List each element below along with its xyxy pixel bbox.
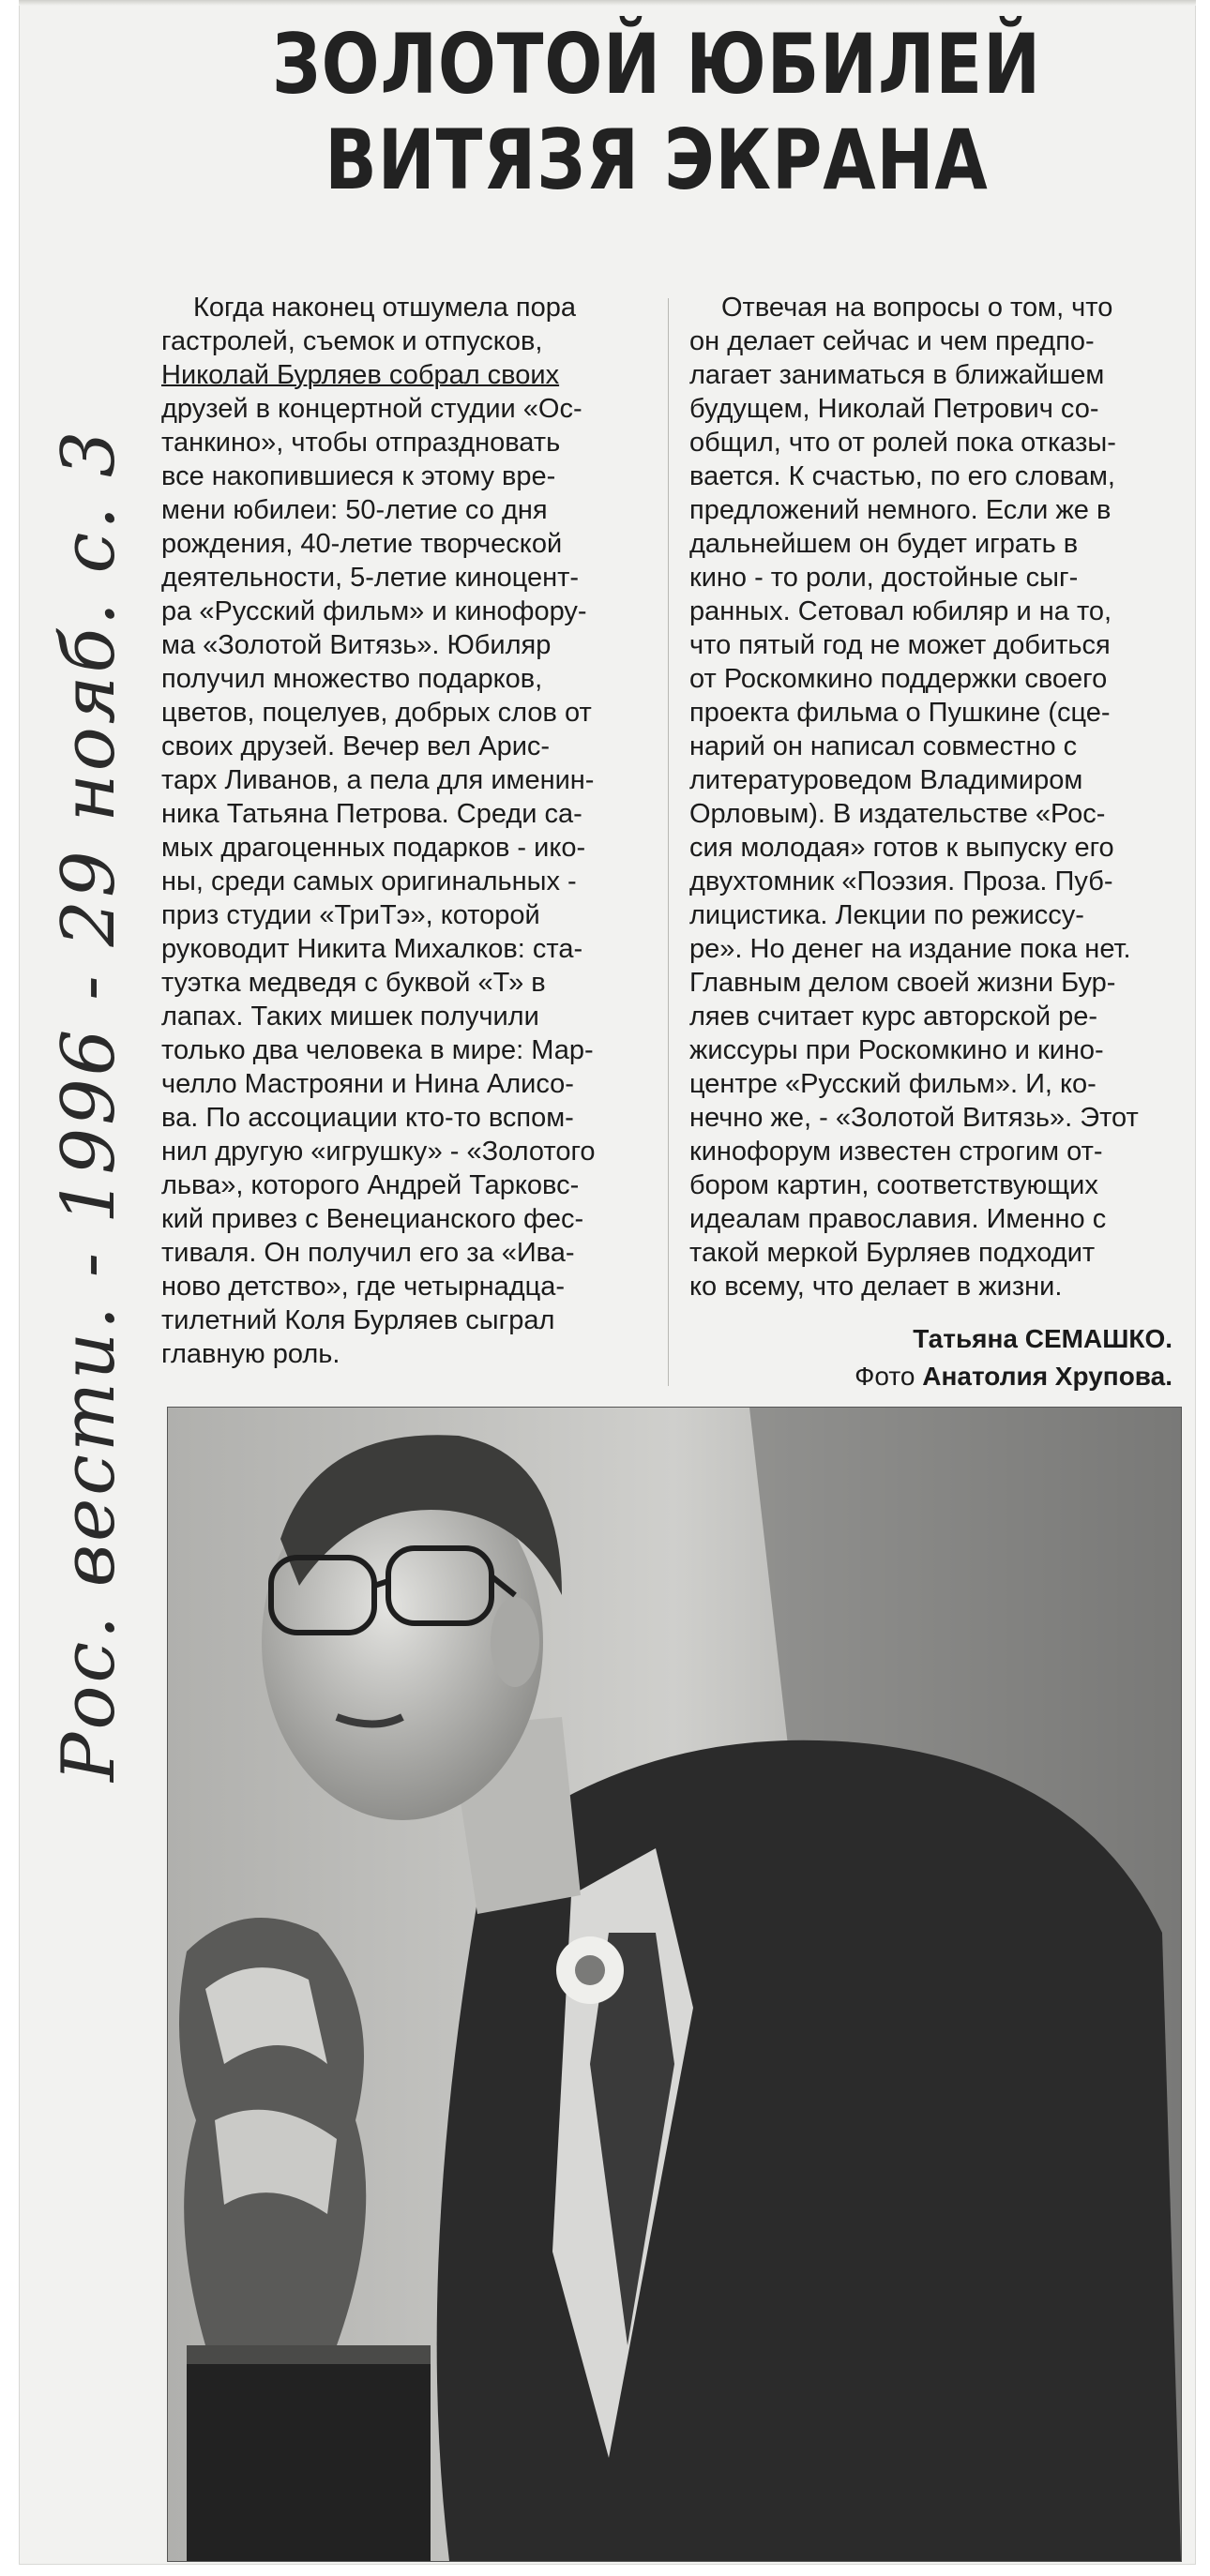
handwritten-source-note: Рос. вести. - 1996 - 29 нояб. с. 3 <box>47 428 131 1782</box>
article-line: лагает заниматься в ближайшем <box>689 360 1105 390</box>
photo-credit-prefix: Фото <box>855 1362 915 1391</box>
article-line: идеалам православия. Именно с <box>689 1204 1107 1234</box>
article-line: кий привез с Венецианского фес- <box>161 1204 584 1234</box>
article-line: танкино», чтобы отпраздновать <box>161 428 561 458</box>
article-line: лапах. Таких мишек получили <box>161 1002 539 1032</box>
article-line: нарий он написал совместно с <box>689 731 1078 761</box>
article-line: общил, что от ролей пока отказы- <box>689 428 1116 458</box>
headline-line-2: ВИТЯЗЯ ЭКРАНА <box>325 112 989 208</box>
article-line: все накопившиеся к этому вре- <box>161 461 556 491</box>
article-line: сия молодая» готов к выпуску его <box>689 833 1114 863</box>
article-line: от Роскомкино поддержки своего <box>689 664 1108 694</box>
headline-line-1: ЗОЛОТОЙ ЮБИЛЕЙ <box>271 16 1041 113</box>
article-line: ранных. Сетовал юбиляр и на то, <box>689 596 1112 626</box>
scan-edge <box>19 0 1196 6</box>
article-line: кинофорум известен строгим от- <box>689 1137 1103 1167</box>
article-line: будущем, Николай Петрович со- <box>689 394 1099 424</box>
article-line: центре «Русский фильм». И, ко- <box>689 1069 1097 1099</box>
article-line: он делает сейчас и чем предпо- <box>689 326 1095 356</box>
photo-credit-name: Анатолия Хрупова. <box>922 1362 1172 1391</box>
article-line: бором картин, соответствующих <box>689 1170 1098 1200</box>
article-line: нил другую «игрушку» - «Золотого <box>161 1137 596 1167</box>
article-line: гастролей, съемок и отпусков, <box>161 326 543 356</box>
article-line: ново детство», где четырнадца- <box>161 1272 566 1302</box>
article-line: мени юбилеи: 50-летие со дня <box>161 495 548 525</box>
article-line: только два человека в мире: Мар- <box>161 1035 594 1065</box>
article-line: тиваля. Он получил его за «Ива- <box>161 1238 575 1268</box>
article-line: деятельности, 5-летие киноцент- <box>161 563 580 593</box>
article-line: Николай Бурляев собрал своих <box>161 360 560 390</box>
article-line: ра «Русский фильм» и кинофору- <box>161 596 587 626</box>
article-line: мых драгоценных подарков - ико- <box>161 833 586 863</box>
article-line: ва. По ассоциации кто-то вспом- <box>161 1103 574 1133</box>
article-column-2 <box>689 291 1177 1303</box>
article-line: ны, среди самых оригинальных - <box>161 866 577 896</box>
article-line: Отвечая на вопросы о том, что <box>721 293 1113 323</box>
article-line: приз студии «ТриТэ», которой <box>161 900 540 930</box>
article-line: туэтка медведя с буквой «Т» в <box>161 968 546 998</box>
article-line: вается. К счастью, по его словам, <box>689 461 1115 491</box>
portrait-photo <box>168 1408 1181 2561</box>
article-line: ляев считает курс авторской ре- <box>689 1002 1098 1032</box>
article-line: цветов, поцелуев, добрых слов от <box>161 698 592 728</box>
article-line: ко всему, что делает в жизни. <box>689 1272 1063 1302</box>
article-line: лицистика. Лекции по режиссу- <box>689 900 1084 930</box>
article-line: что пятый год не может добиться <box>689 630 1111 660</box>
article-line: получил множество подарков, <box>161 664 543 694</box>
lapel-badge <box>556 1936 624 2004</box>
article-line: челло Мастрояни и Нина Алисо- <box>161 1069 574 1099</box>
article-photo <box>167 1407 1182 2562</box>
article-line: руководит Никита Михалков: ста- <box>161 934 583 964</box>
article-line: ма «Золотой Витязь». Юбиляр <box>161 630 552 660</box>
article-column-1 <box>161 291 649 1371</box>
article-line: Когда наконец отшумела пора <box>193 293 577 323</box>
article-line: литературоведом Владимиром <box>689 765 1083 795</box>
headline <box>190 17 1123 208</box>
column-divider <box>668 298 669 1386</box>
article-line: Главным делом своей жизни Бур- <box>689 968 1116 998</box>
article-line: друзей в концертной студии «Ос- <box>161 394 582 424</box>
article-line: тилетний Коля Бурляев сыграл <box>161 1305 555 1335</box>
article-line: Орловым). В издательстве «Рос- <box>689 799 1106 829</box>
article-line: жиссуры при Роскомкино и кино- <box>689 1035 1104 1065</box>
photo-credit <box>610 1360 1172 1393</box>
article-line: рождения, 40-летие творческой <box>161 529 563 559</box>
article-line: тарх Ливанов, а пела для именин- <box>161 765 595 795</box>
article-line: главную роль. <box>161 1339 340 1369</box>
article-line: предложений немного. Если же в <box>689 495 1112 525</box>
author-byline: Татьяна СЕМАШКО. <box>913 1324 1172 1353</box>
article-line: ре». Но денег на издание пока нет. <box>689 934 1131 964</box>
article-line: нечно же, - «Золотой Витязь». Этот <box>689 1103 1139 1133</box>
article-line: кино - то роли, достойные сыг- <box>689 563 1079 593</box>
article-line: дальнейшем он будет играть в <box>689 529 1079 559</box>
article-line: проекта фильма о Пушкине (сце- <box>689 698 1111 728</box>
article-line: двухтомник «Поэзия. Проза. Пуб- <box>689 866 1113 896</box>
article-line: ника Татьяна Петрова. Среди са- <box>161 799 582 829</box>
article-line: льва», которого Андрей Тарковс- <box>161 1170 580 1200</box>
article-line: такой меркой Бурляев подходит <box>689 1238 1096 1268</box>
article-line: своих друзей. Вечер вел Арис- <box>161 731 551 761</box>
